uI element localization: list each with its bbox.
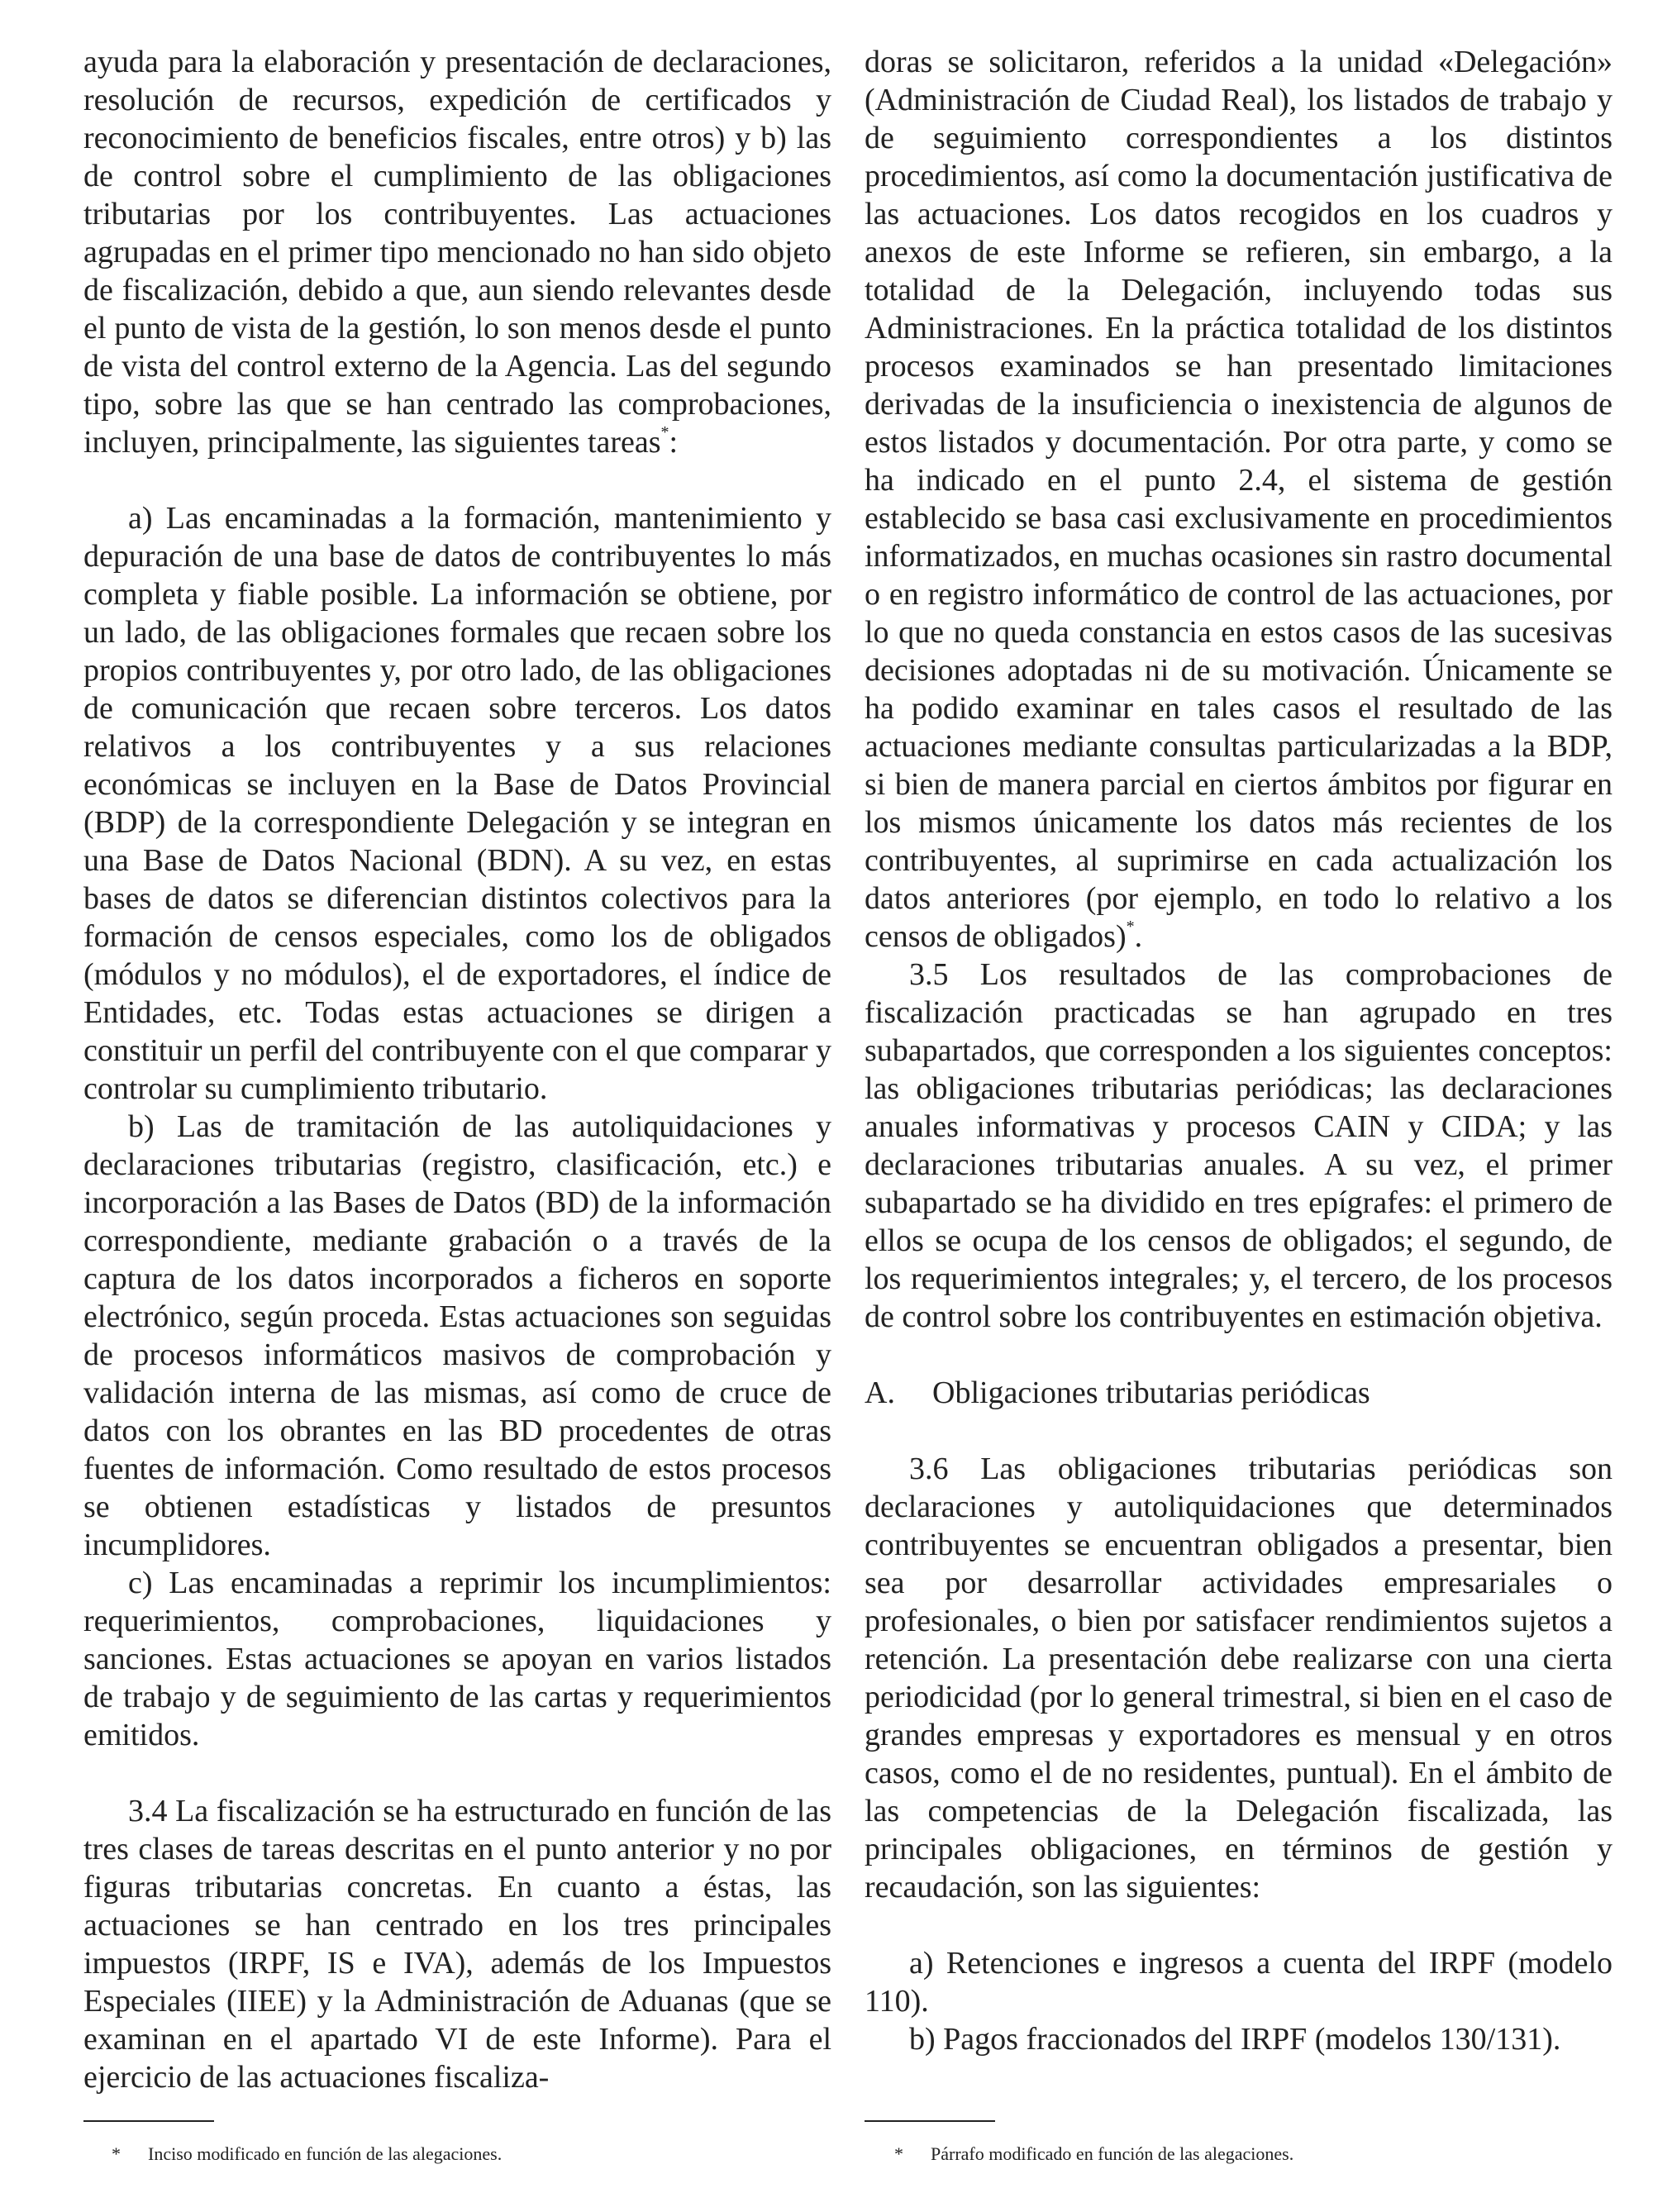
list-item-b: b) Las de tramitación de las autoliquidaciones y declaraciones tributarias (registro, clasificación, etc.) e incorporación a las Bases de Datos (BD) de la información correspondiente, mediante grabación o a través de la captura de los datos incorporados a ficheros en soporte electrónico, según proceda. Estas actuaciones son seguidas de procesos informáticos masivos de comprobación y validación interna de las mismas, así como de cruce de datos con los obrantes en las BD procedentes de otras fuentes de información. Como resultado de estos procesos se obtienen estadísticas y listados de presuntos incumplidores. — [83, 1109, 831, 1562]
section-heading-text: Obligaciones tributarias periódicas — [932, 1375, 1370, 1410]
left-paragraph-intro — [83, 43, 831, 461]
section-heading — [865, 1374, 1613, 1412]
paragraph-3-4: 3.4 La fiscalización se ha estructurado en función de las tres clases de tareas descritas en el punto anterior y no por figuras tributarias concretas. En cuanto a éstas, las actuaciones se han centrado en los tres principales impuestos (IRPF, IS e IVA), además de los Impuestos Especiales (IIEE) y la Administración de Aduanas (que se examinan en el apartado VI de este Informe). Para el ejercicio de las actuaciones fiscaliza- — [83, 1794, 831, 2095]
list-item-a: a) Las encaminadas a la formación, mantenimiento y depuración de una base de datos de contribuyentes lo más completa y fiable posible. La información se obtiene, por un lado, de las obligaciones formales que recaen sobre los propios contribuyentes y, por otro lado, de las obligaciones de comunicación que recaen sobre terceros. Los datos relativos a los contribuyentes y a sus relaciones económicas se incluyen en la Base de Datos Provincial (BDP) de la correspondiente Delegación y se integran en una Base de Datos Nacional (BDN). A su vez, en estas bases de datos se diferencian distintos colectivos para la formación de censos especiales, como los de obligados (módulos y no módulos), el de exportadores, el índice de Entidades, etc. Todas estas actuaciones se dirigen a constituir un perfil del contribuyente con el que comparar y controlar su cumplimiento tributario. — [83, 501, 831, 1106]
footnote-marker: * — [660, 423, 669, 441]
footnote-rule-left — [83, 2120, 214, 2122]
right-paragraph-continuation — [865, 43, 1613, 956]
right-paragraph-continuation-end: . — [1134, 919, 1143, 954]
left-paragraph-intro-end: : — [669, 425, 679, 460]
footnote-right-text: Párrafo modificado en función de las alegaciones. — [931, 2143, 1294, 2164]
footnote-star: * — [112, 2143, 121, 2164]
section-heading-number: A. — [865, 1375, 895, 1410]
obligation-item-a: a) Retenciones e ingresos a cuenta del IRPF (modelo 110). — [865, 1946, 1613, 2019]
footnote-right — [894, 2143, 1293, 2166]
left-paragraph-intro-text: ayuda para la elaboración y presentación de declaraciones, resolución de recursos, expedición de certificados y reconocimiento de beneficios fiscales, entre otros) y b) las de control sobre el cumplimiento de las obligaciones tributarias por los contribuyentes. Las actuaciones agrupadas en el primer tipo mencionado no han sido objeto de fiscalización, debido a que, aun siendo relevantes desde el punto de vista de la gestión, lo son menos desde el punto de vista del control externo de la Agencia. Las del segundo tipo, sobre las que se han centrado las comprobaciones, incluyen, principalmente, las siguientes tareas — [83, 45, 831, 460]
paragraph-3-6: 3.6 Las obligaciones tributarias periódicas son declaraciones y autoliquidaciones que determinados contribuyentes se encuentran obligados a presentar, bien sea por desarrollar actividades empresariales o profesionales, o bien por satisfacer rendimientos sujetos a retención. La presentación debe realizarse con una cierta periodicidad (por lo general trimestral, si bien en el caso de grandes empresas y exportadores es mensual y en otros casos, como el de no residentes, puntual). En el ámbito de las competencias de la Delegación fiscalizada, las principales obligaciones, en términos de gestión y recaudación, son las siguientes: — [865, 1452, 1613, 1905]
footnote-marker: * — [1126, 918, 1135, 936]
right-column — [865, 43, 1613, 2058]
obligation-item-b: b) Pagos fraccionados del IRPF (modelos 130/131). — [909, 2022, 1561, 2057]
left-column — [83, 43, 831, 2096]
list-item-c: c) Las encaminadas a reprimir los incumplimientos: requerimientos, comprobaciones, liquidaciones y sanciones. Estas actuaciones se apoyan en varios listados de trabajo y de seguimiento de las cartas y requerimientos emitidos. — [83, 1566, 831, 1752]
footnote-left — [112, 2143, 502, 2166]
paragraph-3-5: 3.5 Los resultados de las comprobaciones de fiscalización practicadas se han agrupado en tres subapartados, que corresponden a los siguientes conceptos: las obligaciones tributarias periódicas; las declaraciones anuales informativas y procesos CAIN y CIDA; y las declaraciones tributarias anuales. A su vez, el primer subapartado se ha dividido en tres epígrafes: el primero de ellos se ocupa de los censos de obligados; el segundo, de los requerimientos integrales; y, el tercero, de los procesos de control sobre los contribuyentes en estimación objetiva. — [865, 957, 1613, 1334]
footnote-left-text: Inciso modificado en función de las alegaciones. — [148, 2143, 503, 2164]
right-paragraph-continuation-text: doras se solicitaron, referidos a la unidad «Delegación» (Administración de Ciudad Real), los listados de trabajo y de seguimiento correspondientes a los distintos procedimientos, así como la documentación justificativa de las actuaciones. Los datos recogidos en los cuadros y anexos de este Informe se refieren, sin embargo, a la totalidad de la Delegación, incluyendo todas sus Administraciones. En la práctica totalidad de los distintos procesos examinados se han presentado limitaciones derivadas de la insuficiencia o inexistencia de algunos de estos listados y documentación. Por otra parte, y como se ha indicado en el punto 2.4, el sistema de gestión establecido se basa casi exclusivamente en procedimientos informatizados, en muchas ocasiones sin rastro documental o en registro informático de control de las actuaciones, por lo que no queda constancia en estos casos de las sucesivas decisiones adoptadas ni de su motivación. Únicamente se ha podido examinar en tales casos el resultado de las actuaciones mediante consultas particularizadas a la BDP, si bien de manera parcial en ciertos ámbitos por figurar en los mismos únicamente los datos más recientes de los contribuyentes, al suprimirse en cada actualización los datos anteriores (por ejemplo, en todo lo relativo a los censos de obligados) — [865, 45, 1613, 954]
footnote-star: * — [894, 2143, 903, 2164]
footnote-rule-right — [865, 2120, 995, 2122]
